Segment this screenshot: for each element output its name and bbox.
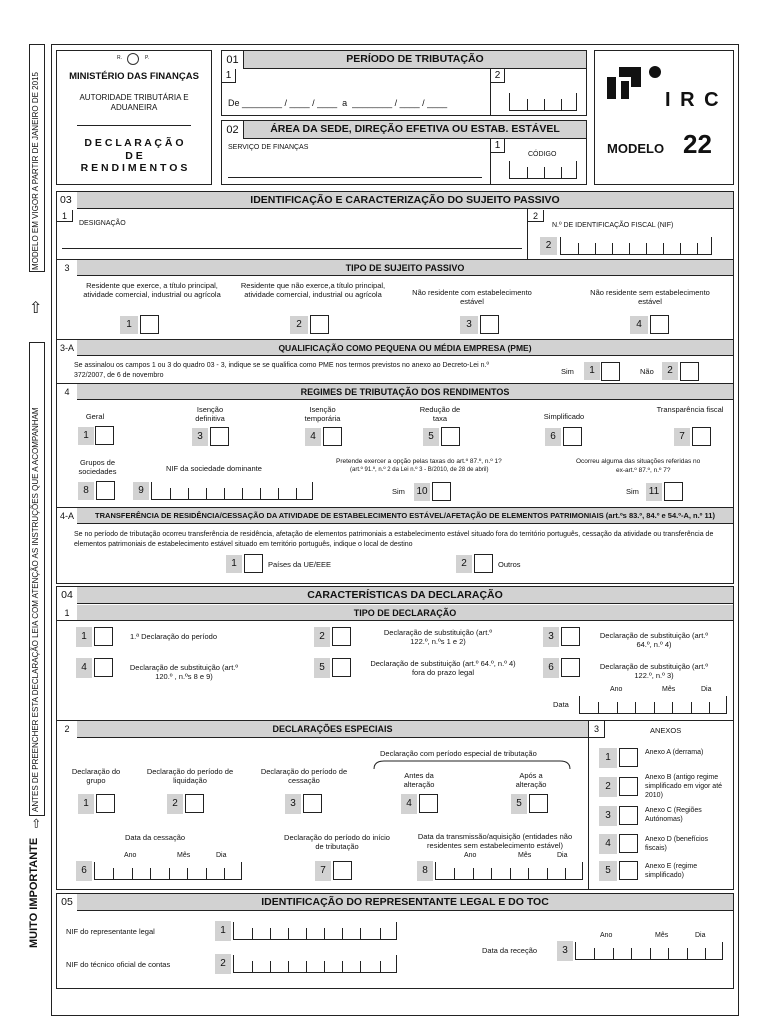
- q04-s1-title: TIPO DE DECLARAÇÃO: [77, 605, 733, 621]
- anexo-d-checkbox[interactable]: [619, 834, 638, 853]
- decl1-label: 1.ª Declaração do período: [130, 632, 217, 641]
- q04-title: CARACTERÍSTICAS DA DECLARAÇÃO: [77, 587, 733, 604]
- anexos-title: ANEXOS: [650, 726, 682, 735]
- decl-date-input[interactable]: [579, 696, 727, 714]
- nif-label: N.º DE IDENTIFICAÇÃO FISCAL (NIF): [552, 222, 674, 229]
- irc-box: [594, 50, 734, 185]
- decl5-checkbox[interactable]: [332, 658, 351, 677]
- regime4-label: Isenção temporária: [304, 405, 341, 423]
- data-rec-number: 3: [557, 941, 573, 961]
- paises-ue-label: Países da UE/EEE: [268, 560, 331, 569]
- decl2-checkbox[interactable]: [332, 627, 351, 646]
- arrow-up-icon: ⇧: [29, 300, 43, 317]
- esp1-label: Declaração do grupo: [71, 767, 121, 785]
- decl-ano-label: Ano: [610, 686, 623, 693]
- tipo3-checkbox[interactable]: [480, 315, 499, 334]
- decl-dia-label: Dia: [701, 686, 712, 693]
- rec-mes-label: Mês: [655, 932, 669, 939]
- esp5-checkbox[interactable]: [529, 794, 548, 813]
- regime3-label: Isenção definitiva: [195, 405, 225, 423]
- decl3-checkbox[interactable]: [561, 627, 580, 646]
- transm-number: 8: [417, 861, 433, 881]
- authority-name: AUTORIDADE TRIBUTÁRIA E ADUANEIRA: [79, 93, 189, 112]
- tipo1-checkbox[interactable]: [140, 315, 159, 334]
- ministry-name: MINISTÉRIO DAS FINANÇAS: [69, 71, 199, 82]
- tipo3-label: Não residente com estabelecimento estável: [412, 288, 532, 306]
- opcao-text1: Pretende exercer a opção pelas taxas do art.º 87.º, n.º 1?: [336, 458, 502, 465]
- q03-s4a-title: TRANSFERÊNCIA DE RESIDÊNCIA/CESSAÇÃO DA ATIVIDADE DE ESTABELECIMENTO ESTÁVEL/AFETAÇÃO DE ELEMENTOS PATRIMONIAIS (art.ºs 83.º, 84.º e 54.º-A, n.º 11): [77, 508, 733, 524]
- transm-mes-label: Mês: [518, 852, 532, 859]
- title-line2: D E: [125, 150, 143, 162]
- q03-s3a-number: 3-A: [57, 340, 77, 356]
- q03-number: 03: [57, 192, 77, 209]
- tipo3-number: 3: [460, 316, 478, 334]
- modelo-label: MODELO: [607, 141, 665, 156]
- esp4-label: Antes da alteração: [403, 771, 435, 789]
- tipo1-label: Residente que exerce, a título principal, atividade comercial, industrial ou agrícola: [83, 281, 221, 299]
- esp5-label: Após a alteração: [515, 771, 547, 789]
- pme-sim-checkbox[interactable]: [601, 362, 620, 381]
- q02-box: [221, 120, 587, 185]
- q04-s2-title: DECLARAÇÕES ESPECIAIS: [77, 721, 588, 738]
- esp3-label: Declaração do período de cessação: [260, 767, 348, 785]
- opcao-text2: (art.º 91.º, n.º 2 da Lei n.º 3 - B/2010, de 28 de abril): [350, 467, 489, 473]
- tipo1-number: 1: [120, 316, 138, 334]
- decl4-label: Declaração de substituição (art.º 120.º , n.ºs 8 e 9): [129, 663, 239, 681]
- q01-field1: 1: [222, 69, 236, 83]
- cess-number: 6: [76, 861, 92, 881]
- inicio-label: Declaração do período do início de tributação: [284, 833, 390, 851]
- q04-s3-number: 3: [589, 721, 605, 738]
- q03-f1: 1: [57, 210, 73, 222]
- esp5-number: 5: [511, 794, 527, 814]
- grupos-label: Grupos de sociedades: [78, 458, 117, 476]
- q04-s1-number: 1: [57, 605, 77, 621]
- title-line3: R E N D I M E N T O S: [80, 162, 188, 174]
- decl2-number: 2: [314, 627, 330, 647]
- decl-mes-label: Mês: [662, 686, 676, 693]
- nif-toc-number: 2: [215, 954, 231, 974]
- designacao-input[interactable]: [62, 248, 522, 249]
- q01-year-input[interactable]: [509, 93, 577, 111]
- q02-title: ÁREA DA SEDE, DIREÇÃO EFETIVA OU ESTAB. ESTÁVEL: [244, 121, 586, 139]
- rp-right: P.: [145, 55, 150, 61]
- modelo-number: 22: [683, 129, 712, 159]
- transferencia-text: Se no período de tributação ocorreu transferência de residência, afetação de elementos patrimoniais a estabelecimento estável situado fora do território português, cessação da atividade ou transferência de elementos patrimoniais de estabelecimento estável situado em território português, indique o local de destino: [74, 531, 714, 548]
- regime1-checkbox[interactable]: [95, 426, 114, 445]
- decl5-label: Declaração de substituição (art.º 64.º, n.º 4) fora do prazo legal: [370, 659, 516, 677]
- inicio-number: 7: [315, 861, 331, 881]
- anexo-b-label: Anexo B (antigo regime simplificado em vigor até 2010): [645, 774, 723, 799]
- regime5-label: Redução de taxa: [419, 405, 461, 423]
- anexo-d-number: 4: [599, 834, 617, 854]
- q01-box: [221, 50, 587, 116]
- nif-input[interactable]: [560, 237, 712, 255]
- decl6-label: Declaração de substituição (art.º 122.º, n.º 3): [599, 662, 709, 680]
- nif-rep-label: NIF do representante legal: [66, 927, 155, 936]
- ocorreu-text1: Ocorreu alguma das situações referidas no: [576, 458, 701, 465]
- decl4-checkbox[interactable]: [94, 658, 113, 677]
- transm-dia-label: Dia: [557, 852, 568, 859]
- anexo-c-label: Anexo C (Regiões Autónomas): [645, 807, 702, 823]
- regime1-number: 1: [78, 427, 94, 445]
- coat-of-arms-icon: [127, 53, 139, 65]
- ministry-box: [56, 50, 212, 185]
- pme-sim-number: 1: [584, 362, 600, 380]
- anexo-e-number: 5: [599, 861, 617, 881]
- tipo4-label: Não residente sem estabelecimento estável: [590, 288, 710, 306]
- transmissao-date-input[interactable]: [435, 862, 583, 880]
- ocorreu-checkbox[interactable]: [664, 482, 683, 501]
- esp1-number: 1: [78, 794, 94, 814]
- nif-toc-input[interactable]: [233, 955, 397, 973]
- opcao-number: 10: [414, 483, 430, 501]
- q01-number: 01: [222, 51, 244, 69]
- ocorreu-sim-label: Sim: [626, 487, 639, 496]
- nif-rep-number: 1: [215, 921, 231, 941]
- data-rec-input[interactable]: [575, 942, 723, 960]
- pme-nao-label: Não: [640, 367, 654, 376]
- transm-ano-label: Ano: [464, 852, 477, 859]
- nif-toc-label: NIF do técnico oficial de contas: [66, 960, 171, 969]
- esp4-checkbox[interactable]: [419, 794, 438, 813]
- regime6-checkbox[interactable]: [563, 427, 582, 446]
- ocorreu-text2: ex-art.º 87.º, n.º 7?: [616, 467, 671, 474]
- decl6-checkbox[interactable]: [561, 658, 580, 677]
- servico-label: SERVIÇO DE FINANÇAS: [228, 144, 309, 151]
- decl-data-label: Data: [553, 700, 569, 709]
- anexo-a-label: Anexo A (derrama): [645, 749, 704, 756]
- regime6-label: Simplificado: [543, 412, 585, 421]
- regime5-number: 5: [423, 428, 439, 446]
- title-line1: D E C L A R A Ç Ã O: [84, 137, 184, 149]
- regime3-checkbox[interactable]: [210, 427, 229, 446]
- q05-title: IDENTIFICAÇÃO DO REPRESENTANTE LEGAL E DO TOC: [77, 894, 733, 911]
- decl2-label: Declaração de substituição (art.º 122.º, n.ºs 1 e 2): [383, 628, 493, 646]
- ocorreu-number: 11: [646, 483, 662, 501]
- regime4-number: 4: [305, 428, 321, 446]
- q04-s2-number: 2: [57, 721, 77, 737]
- q03-s3-number: 3: [57, 260, 77, 276]
- decl1-number: 1: [76, 627, 92, 647]
- cess-dia-label: Dia: [216, 852, 227, 859]
- esp1-checkbox[interactable]: [96, 794, 115, 813]
- side-text-instructions: ANTES DE PREENCHER ESTA DECLARAÇÃO LEIA COM ATENÇÃO AS INSTRUÇÕES QUE A ACOMPANHAM: [31, 407, 40, 812]
- q02-number: 02: [222, 121, 244, 139]
- regime7-label: Transparência fiscal: [656, 405, 724, 414]
- q03-s4-title: REGIMES DE TRIBUTAÇÃO DOS RENDIMENTOS: [77, 384, 733, 400]
- nif-dominante-input[interactable]: [151, 482, 313, 500]
- anexo-a-checkbox[interactable]: [619, 748, 638, 767]
- esp3-number: 3: [285, 794, 301, 814]
- q04-number: 04: [57, 587, 77, 604]
- nif-dominante-label: NIF da sociedade dominante: [166, 464, 262, 473]
- nif-dominante-number: 9: [133, 482, 149, 500]
- decl3-number: 3: [543, 627, 559, 647]
- cess-ano-label: Ano: [124, 852, 137, 859]
- anexo-b-checkbox[interactable]: [619, 777, 638, 796]
- cess-mes-label: Mês: [177, 852, 191, 859]
- anexo-a-number: 1: [599, 748, 617, 768]
- decl1-checkbox[interactable]: [94, 627, 113, 646]
- q01-title: PERÍODO DE TRIBUTAÇÃO: [244, 51, 586, 69]
- outros-checkbox[interactable]: [474, 554, 493, 573]
- q03-s4a-number: 4-A: [57, 508, 77, 524]
- periodo-brace: [372, 758, 572, 770]
- q01-dates[interactable]: De ________ / ____ / ____ a ________ / ____ / ____: [228, 98, 448, 108]
- q03-s3a-title: QUALIFICAÇÃO COMO PEQUENA OU MÉDIA EMPRESA (PME): [77, 340, 733, 356]
- anexo-d-label: Anexo D (benefícios fiscais): [645, 836, 709, 852]
- anexo-c-checkbox[interactable]: [619, 806, 638, 825]
- q03-s4-number: 4: [57, 384, 77, 400]
- esp2-number: 2: [167, 794, 183, 814]
- q03-s3-title: TIPO DE SUJEITO PASSIVO: [77, 260, 733, 276]
- esp4-number: 4: [401, 794, 417, 814]
- decl5-number: 5: [314, 658, 330, 678]
- q02-field1: 1: [491, 139, 505, 153]
- codigo-input[interactable]: [509, 161, 577, 179]
- paises-ue-checkbox[interactable]: [244, 554, 263, 573]
- opcao-sim-label: Sim: [392, 487, 405, 496]
- decl4-number: 4: [76, 658, 92, 678]
- side-important: MUITO IMPORTANTE: [28, 837, 40, 948]
- q03-f2: 2: [528, 210, 544, 222]
- opcao-checkbox[interactable]: [432, 482, 451, 501]
- rec-dia-label: Dia: [695, 932, 706, 939]
- side-text-validity: MODELO EM VIGOR A PARTIR DE JANEIRO DE 2015: [31, 72, 40, 270]
- regime3-number: 3: [192, 428, 208, 446]
- cessacao-date-input[interactable]: [94, 862, 242, 880]
- regime5-checkbox[interactable]: [441, 427, 460, 446]
- paises-ue-number: 1: [226, 555, 242, 573]
- arrow-right-icon: ⇨: [29, 817, 44, 829]
- regime4-checkbox[interactable]: [323, 427, 342, 446]
- q05-number: 05: [57, 894, 77, 911]
- tipo2-label: Residente que não exerce,a título principal, atividade comercial, industrial ou agrícola: [240, 281, 386, 299]
- pme-sim-label: Sim: [561, 367, 574, 376]
- grupos-number: 8: [78, 482, 94, 500]
- outros-label: Outros: [498, 560, 521, 569]
- periodo-especial-label: Declaração com período especial de tributação: [380, 749, 537, 758]
- at-logo-icon: [605, 63, 663, 101]
- esp2-checkbox[interactable]: [185, 794, 204, 813]
- tipo2-checkbox[interactable]: [310, 315, 329, 334]
- regime7-number: 7: [674, 428, 690, 446]
- anexo-e-label: Anexo E (regime simplificado): [645, 863, 698, 879]
- designacao-label: DESIGNAÇÃO: [79, 220, 126, 227]
- anexo-b-number: 2: [599, 777, 617, 797]
- rec-ano-label: Ano: [600, 932, 613, 939]
- tipo4-number: 4: [630, 316, 648, 334]
- q03-title: IDENTIFICAÇÃO E CARACTERIZAÇÃO DO SUJEITO PASSIVO: [77, 192, 733, 209]
- pme-nao-checkbox[interactable]: [680, 362, 699, 381]
- esp3-checkbox[interactable]: [303, 794, 322, 813]
- nif-rep-input[interactable]: [233, 922, 397, 940]
- decl6-number: 6: [543, 658, 559, 678]
- pme-nao-number: 2: [662, 362, 678, 380]
- regime6-number: 6: [545, 428, 561, 446]
- decl3-label: Declaração de substituição (art.º 64.º, n.º 4): [599, 631, 709, 649]
- data-cessacao-label: Data da cessação: [125, 833, 186, 842]
- anexo-e-checkbox[interactable]: [619, 861, 638, 880]
- grupos-checkbox[interactable]: [96, 481, 115, 500]
- nif-number: 2: [540, 237, 557, 255]
- data-rec-label: Data da receção: [482, 946, 538, 955]
- anexo-c-number: 3: [599, 806, 617, 826]
- outros-number: 2: [456, 555, 472, 573]
- rp-left: R.: [117, 55, 122, 61]
- transmissao-label: Data da transmissão/aquisição (entidades não residentes sem estabelecimento estável): [417, 832, 573, 850]
- irc-label: I R C: [665, 89, 721, 111]
- regime1-label: Geral: [85, 412, 105, 421]
- tipo4-checkbox[interactable]: [650, 315, 669, 334]
- codigo-label: CÓDIGO: [528, 151, 557, 158]
- tipo2-number: 2: [290, 316, 308, 334]
- regime7-checkbox[interactable]: [692, 427, 711, 446]
- inicio-checkbox[interactable]: [333, 861, 352, 880]
- esp2-label: Declaração do período de liquidação: [146, 767, 234, 785]
- q01-field2: 2: [491, 69, 505, 83]
- pme-text: Se assinalou os campos 1 ou 3 do quadro 03 - 3, indique se se qualifica como PME nos termos previstos no anexo ao Decreto-Lei n.º 372/2007, de 6 de novembro: [74, 362, 490, 379]
